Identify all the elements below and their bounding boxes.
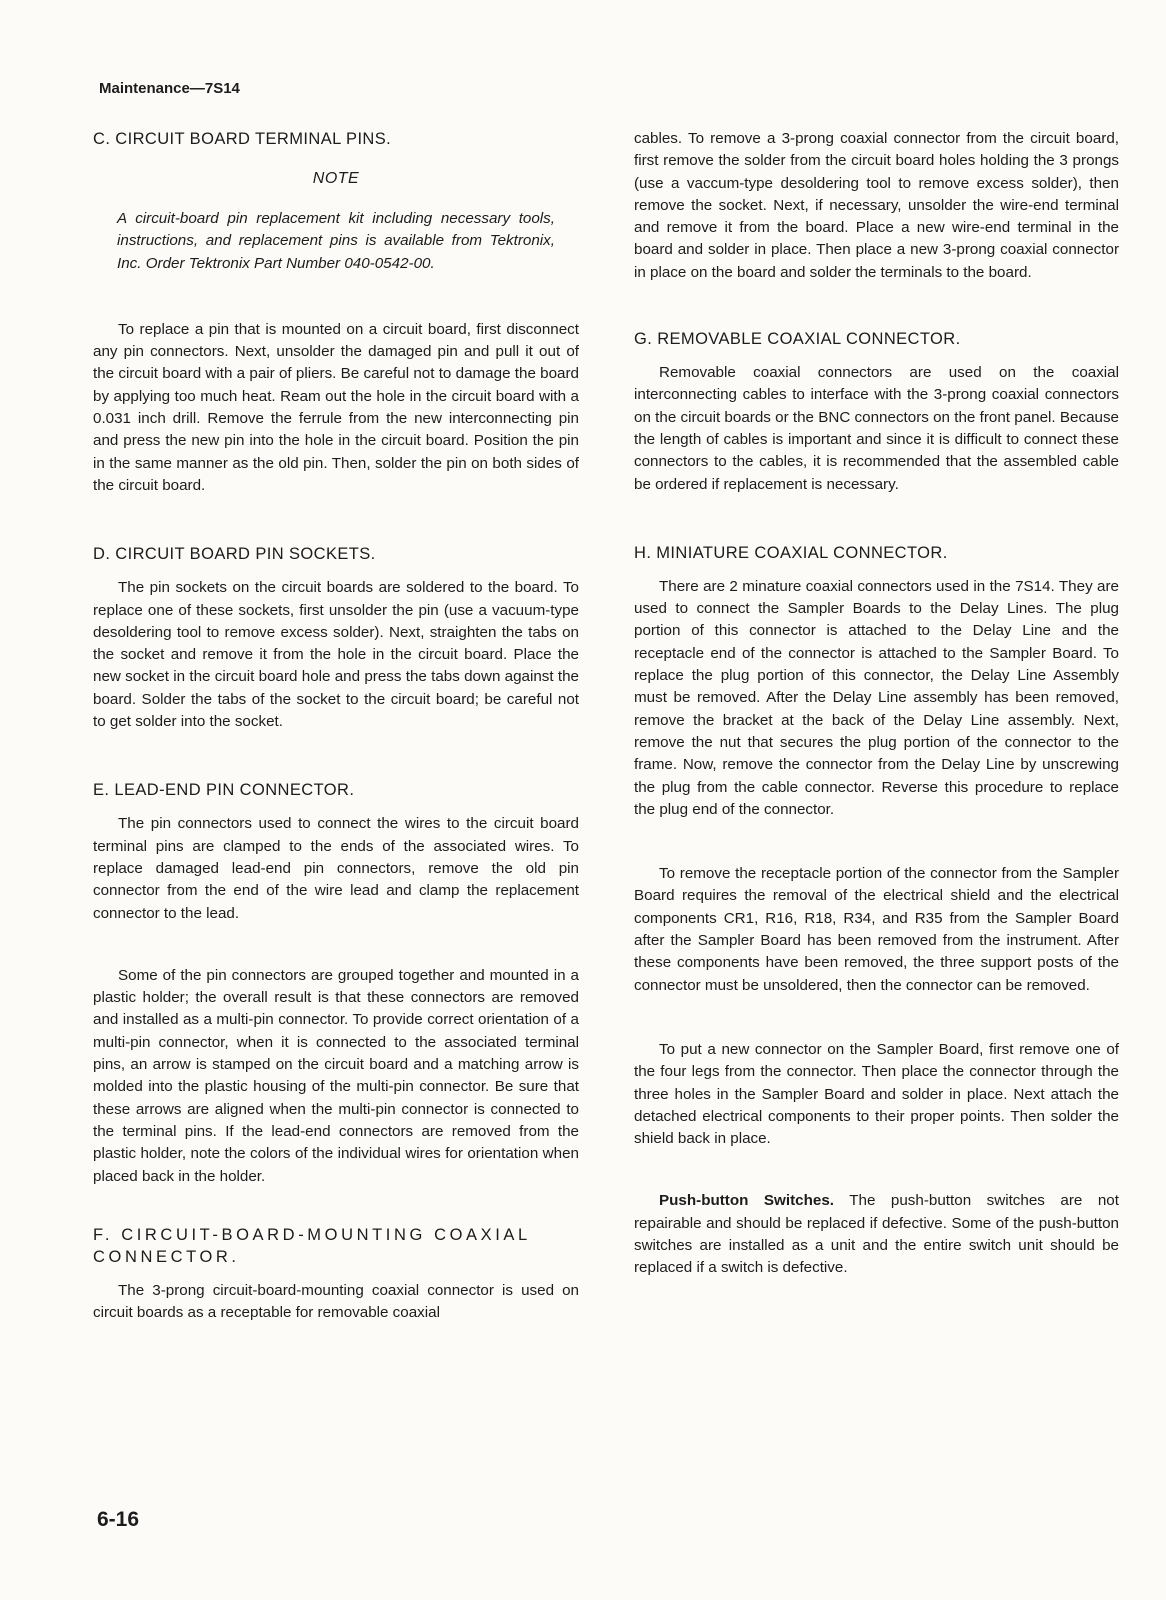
section-h-paragraph-3: To put a new connector on the Sampler Board, first remove one of the four legs from the connector. Then place the connector through the three holes in the Sampler Board and solder in place. Next attach the detached electrical components to their proper points. Then solder the shield back in place. bbox=[634, 1040, 1119, 1148]
section-e-paragraph-2: Some of the pin connectors are grouped together and mounted in a plastic holder; the overall result is that these connectors are removed and installed as a multi-pin connector. To provide correct orientation of a multi-pin connector, when it is connected to the associated terminal pins, an arrow is stamped on the circuit board and a matching arrow is molded into the plastic housing of the multi-pin connector. Be sure that these arrows are aligned when the multi-pin connector is connected to the terminal pins. If the lead-end connectors are removed from the plastic holder, note the colors of the individual wires for orientation when placed back in the holder. bbox=[93, 966, 579, 1185]
section-f-paragraph: The 3-prong circuit-board-mounting coaxial connector is used on circuit boards as a receptable for removable coaxial bbox=[93, 1281, 579, 1322]
push-button-title: Push-button Switches. bbox=[659, 1192, 834, 1210]
note-body: A circuit-board pin replacement kit including necessary tools, instructions, and replacement pins is available from Tektronix, Inc. Order Tektronix Part Number 040-0542-00. bbox=[117, 210, 555, 272]
section-e-heading: E. LEAD-END PIN CONNECTOR. bbox=[93, 781, 355, 800]
right-column bbox=[634, 128, 1119, 1280]
section-c-paragraph: To replace a pin that is mounted on a circuit board, first disconnect any pin connectors. Next, unsolder the damaged pin and pull it out of the circuit board with a pair of pliers. Be careful not to damage the board by applying too much heat. Ream out the hole in the circuit board with a 0.031 inch drill. Remove the ferrule from the new interconnecting pin and press the new pin into the hole in the circuit board. Position the pin in the same manner as the old pin. Then, solder the pin on both sides of the circuit board. bbox=[93, 320, 579, 494]
section-f-heading: F. CIRCUIT-BOARD-MOUNTING COAXIAL CONNECTOR. bbox=[93, 1225, 531, 1266]
section-d-paragraph: The pin sockets on the circuit boards are soldered to the board. To replace one of these sockets, first unsolder the pin (use a vacuum-type desoldering tool to remove excess solder). Next, straighten the tabs on the socket and remove it from the hole in the circuit board. Place the new socket in the circuit board hole and press the tabs down against the board. Solder the tabs of the socket to the circuit board; be careful not to get solder into the socket. bbox=[93, 579, 579, 731]
section-h-heading: H. MINIATURE COAXIAL CONNECTOR. bbox=[634, 543, 948, 562]
section-f-continuation: cables. To remove a 3-prong coaxial connector from the circuit board, first remove the solder from the circuit board holes holding the 3 prongs (use a vaccum-type desoldering tool to remove excess solder), then remove the socket. Next, if necessary, unsolder the wire-end terminal and remove it from the board. Place a new wire-end terminal in the board and solder in place. Then place a new 3-prong coaxial connector in place on the board and solder the terminals to the board. bbox=[634, 130, 1119, 281]
note-title: NOTE bbox=[312, 170, 360, 187]
push-button-paragraph bbox=[634, 1190, 1119, 1279]
section-g-paragraph: Removable coaxial connectors are used on the coaxial interconnecting cables to interface with the 3-prong coaxial connectors on the circuit boards or the BNC connectors on the front panel. Because the length of cables is important and since it is difficult to connect these connectors to the cables, it is recommended that the assembled cable be ordered if replacement is necessary. bbox=[634, 364, 1119, 493]
section-c-heading: C. CIRCUIT BOARD TERMINAL PINS. bbox=[93, 130, 392, 148]
page-header: Maintenance—7S14 bbox=[99, 80, 240, 97]
section-e-paragraph-1: The pin connectors used to connect the wires to the circuit board terminal pins are clamped to the ends of the associated wires. To replace damaged lead-end pin connectors, remove the old pin connector from the end of the wire lead and clamp the replacement connector to the lead. bbox=[93, 815, 579, 922]
page-number: 6-16 bbox=[97, 1508, 140, 1531]
section-h-paragraph-2: To remove the receptacle portion of the connector from the Sampler Board requires the removal of the electrical shield and the electrical components CR1, R16, R18, R34, and R35 from the Sampler Board after the Sampler Board has been removed from the instrument. After these components have been removed, the three support posts of the connector must be unsoldered, then the connector can be removed. bbox=[634, 865, 1119, 994]
section-h-paragraph-1: There are 2 minature coaxial connectors used in the 7S14. They are used to connect the Sampler Boards to the Delay Lines. The plug portion of this connector is attached to the Delay Line and the receptacle end of the connector is attached to the Sampler Board. To replace the plug portion of this connector, the Delay Line Assembly must be removed. After the Delay Line assembly has been removed, remove the bracket at the back of the Delay Line assembly. Next, remove the nut that secures the plug portion of the connector to the frame. Now, remove the connector from the Delay Line by unscrewing the plug from the cable connector. Reverse this procedure to replace the plug end of the connector. bbox=[634, 577, 1119, 818]
section-g-heading: G. REMOVABLE COAXIAL CONNECTOR. bbox=[634, 330, 961, 349]
push-button-text: The push-button switches are not repairable and should be replaced if defective. Some of the push-button switches are installed as a unit and the entire switch unit should be replaced if a switch is defective. bbox=[634, 1192, 1119, 1277]
section-d-heading: D. CIRCUIT BOARD PIN SOCKETS. bbox=[93, 545, 376, 564]
left-column bbox=[93, 128, 579, 1324]
